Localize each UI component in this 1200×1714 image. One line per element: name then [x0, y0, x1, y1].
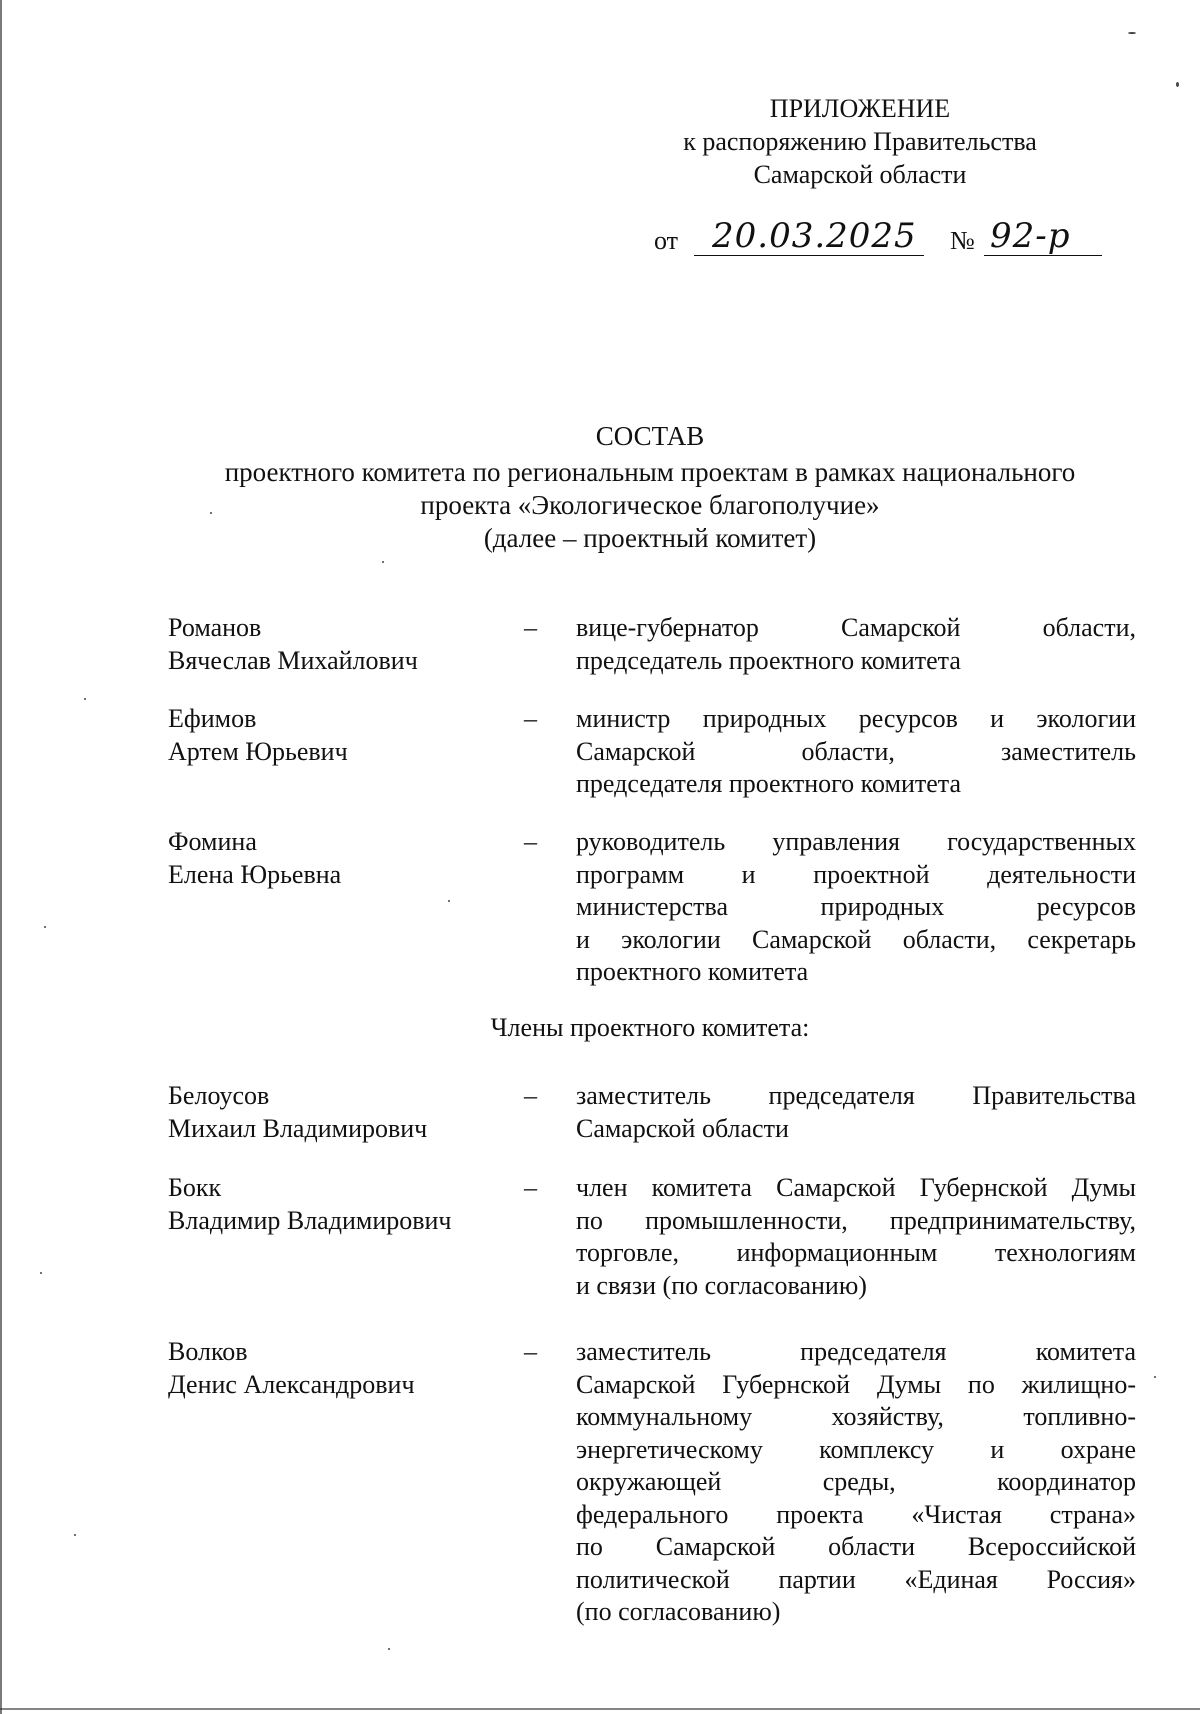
member-given-names: Артем Юрьевич [168, 736, 348, 766]
role-line: Самарской области [576, 1113, 789, 1143]
role-line: Самарской Губернской Думы по жилищно- [576, 1369, 1136, 1399]
role-line: министерства природных ресурсов [576, 892, 1136, 921]
member-surname: Романов [168, 613, 262, 642]
member-role [576, 1336, 1136, 1629]
member-name [168, 612, 498, 677]
role-line: и связи (по согласованию) [576, 1270, 867, 1300]
role-line: заместитель председателя Правительства [576, 1081, 1136, 1110]
role-line: окружающей среды, координатор [576, 1467, 1136, 1496]
member-name [168, 826, 498, 891]
role-line: торговле, информационным технологиям [576, 1238, 1136, 1267]
member-surname: Ефимов [168, 704, 257, 733]
member-name [168, 1172, 498, 1237]
role-line: руководитель управления государственных [576, 827, 1136, 856]
scan-bottom-edge [0, 1708, 1200, 1710]
dash: – [524, 1173, 537, 1202]
role-line: по промышленности, предпринимательству, [576, 1205, 1136, 1235]
role-line: Самарской области, заместитель [576, 736, 1136, 766]
title-line-1: проектного комитета по региональным проектам в рамках национального [224, 457, 1076, 487]
role-line: (по согласованию) [576, 1597, 781, 1626]
member-name [168, 703, 498, 768]
member-surname: Бокк [168, 1173, 222, 1202]
dash: – [524, 613, 537, 642]
scan-speck [1176, 82, 1179, 87]
role-line: федерального проекта «Чистая страна» [576, 1499, 1136, 1529]
role-line: по Самарской области Всероссийской [576, 1532, 1136, 1561]
member-given-names: Вячеслав Михайлович [168, 645, 418, 675]
role-line: министр природных ресурсов и экологии [576, 704, 1136, 733]
scan-speck [40, 1272, 42, 1274]
annex-title: ПРИЛОЖЕНИЕ [769, 94, 951, 123]
annex-date-number [654, 216, 1114, 262]
annex-line-2: к распоряжению Правительства [683, 127, 1037, 156]
members-heading: Члены проектного комитета: [490, 1013, 810, 1042]
scan-speck [210, 512, 212, 514]
handwritten-number: 92-р [990, 216, 1071, 256]
member-surname: Фомина [168, 827, 257, 856]
scan-left-edge [0, 0, 2, 1714]
dash: – [524, 1081, 537, 1110]
annex-header [600, 92, 1120, 191]
title-heading: СОСТАВ [595, 421, 705, 451]
title-line-2: проекта «Экологическое благополучие» [420, 490, 880, 520]
role-line: коммунальному хозяйству, топливно- [576, 1402, 1136, 1431]
role-line: и экологии Самарской области, секретарь [576, 924, 1136, 954]
dash: – [524, 827, 537, 856]
member-role [576, 703, 1136, 801]
scan-speck [1154, 1376, 1156, 1378]
role-line: проектного комитета [576, 957, 809, 986]
scan-speck [382, 561, 384, 563]
scan-speck [44, 926, 46, 928]
role-line: председатель проектного комитета [576, 645, 961, 675]
title-line-3: (далее – проектный комитет) [483, 523, 817, 553]
dash: – [524, 704, 537, 733]
role-line: член комитета Самарской Губернской Думы [576, 1173, 1136, 1202]
member-given-names: Владимир Владимирович [168, 1205, 452, 1235]
dash: – [524, 1337, 537, 1366]
member-role [576, 1172, 1136, 1302]
role-line: энергетическому комплексу и охране [576, 1434, 1136, 1464]
number-prefix: № [950, 226, 975, 255]
document-title [140, 420, 1160, 555]
member-name [168, 1336, 498, 1401]
annex-line-3: Самарской области [753, 160, 967, 189]
handwritten-date: 20.03.2025 [712, 216, 917, 256]
member-given-names: Михаил Владимирович [168, 1113, 428, 1143]
member-role [576, 1080, 1136, 1145]
member-given-names: Елена Юрьевна [168, 859, 342, 889]
member-role [576, 612, 1136, 677]
role-line: председателя проектного комитета [576, 769, 961, 798]
scan-speck [74, 1534, 76, 1536]
scan-speck [84, 698, 86, 700]
role-line: вице-губернатор Самарской области, [576, 613, 1136, 642]
member-name [168, 1080, 498, 1145]
scan-speck [1128, 32, 1136, 34]
member-surname: Белоусов [168, 1081, 270, 1110]
role-line: политической партии «Единая Россия» [576, 1564, 1136, 1594]
role-line: программ и проектной деятельности [576, 859, 1136, 889]
scan-speck [448, 900, 450, 902]
member-role [576, 826, 1136, 989]
member-given-names: Денис Александрович [168, 1369, 415, 1399]
scan-speck [388, 1648, 390, 1650]
date-prefix: от [654, 226, 679, 255]
member-surname: Волков [168, 1337, 248, 1366]
role-line: заместитель председателя комитета [576, 1337, 1136, 1366]
